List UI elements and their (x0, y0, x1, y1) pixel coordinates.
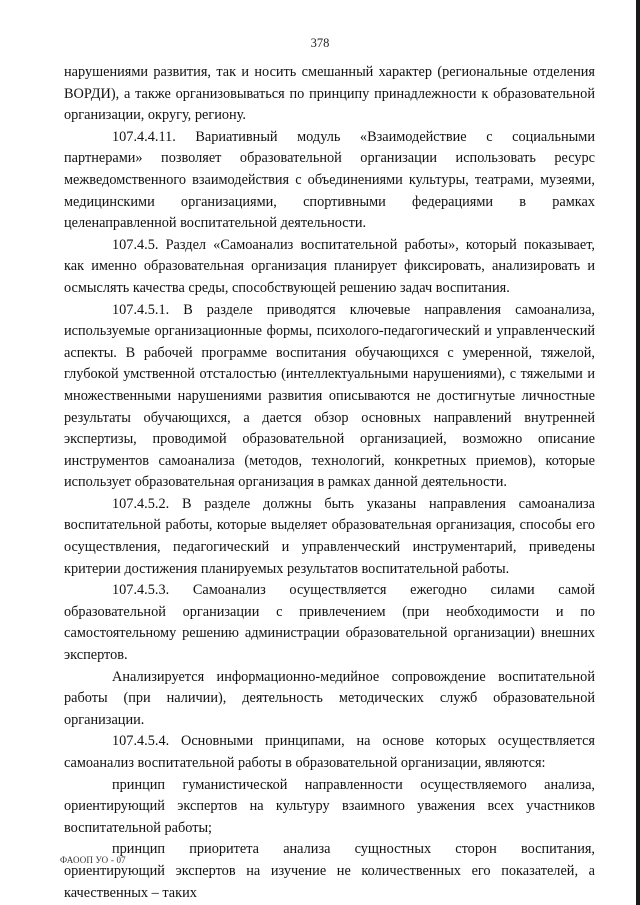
paragraph-continuation: нарушениями развития, так и носить смешанный характер (региональные отделения ВОРДИ), а также организовываться по принципу принадлежности к образовательной организации, округу, региону. (64, 64, 595, 124)
paragraph-107-4-4-11: 107.4.4.11. Вариативный модуль «Взаимодействие с социальными партнерами» позволяет образовательной организации использовать ресурс межведомственного взаимодействия с объединениями культуры, театрами, музеями, медицинскими организациями, спортивными федерациями в рамках целенаправленной воспитательной деятельности. (64, 128, 595, 232)
paragraph-107-4-5-4: 107.4.5.4. Основными принципами, на основе которых осуществляется самоанализ воспитательной работы в образовательной организации, являются: (64, 733, 595, 771)
paragraph-107-4-5: 107.4.5. Раздел «Самоанализ воспитательной работы», который показывает, как именно образовательная организация планирует фиксировать, анализировать и осмыслять качества среды, способствующей решению задач воспитания. (64, 236, 595, 296)
document-footer: ФАООП УО - 07 (60, 855, 126, 865)
scan-edge-shadow (636, 0, 640, 905)
paragraph-media-analysis: Анализируется информационно-медийное сопровождение воспитательной работы (при наличии), деятельность методических служб образовательной организации. (64, 668, 595, 728)
page-number: 378 (310, 36, 330, 50)
paragraph-107-4-5-2: 107.4.5.2. В разделе должны быть указаны направления самоанализа воспитательной работы, которые выделяет образовательная организация, способы его осуществления, педагогический и управленческий инструментарий, приведены критерии достижения планируемых результатов воспитательной работы. (64, 495, 595, 577)
paragraph-priority-principle: принцип приоритета анализа сущностных сторон воспитания, ориентирующий экспертов на изучение не количественных его показателей, а качественных – таких (64, 841, 595, 901)
document-body (64, 62, 595, 904)
paragraph-107-4-5-1: 107.4.5.1. В разделе приводятся ключевые направления самоанализа, используемые организационные формы, психолого-педагогический и управленческий аспекты. В рабочей программе воспитания обучающихся с умеренной, тяжелой, глубокой умственной отсталостью (интеллектуальными нарушениями), с тяжелыми и множественными нарушениями развития описываются не достигнутые личностные результаты обучающихся, а дается обзор основных направлений внутренней экспертизы, проводимой образовательной организацией, возможно описание инструментов самоанализа (методов, технологий, конкретных приемов), которые использует образовательная организация в рамках данной деятельности. (64, 301, 595, 491)
paragraph-humanistic-principle: принцип гуманистической направленности осуществляемого анализа, ориентирующий экспертов на культуру взаимного уважения всех участников воспитательной работы; (64, 776, 595, 836)
paragraph-107-4-5-3: 107.4.5.3. Самоанализ осуществляется ежегодно силами самой образовательной организации с привлечением (при необходимости и по самостоятельному решению администрации образовательной организации) внешних экспертов. (64, 582, 595, 664)
